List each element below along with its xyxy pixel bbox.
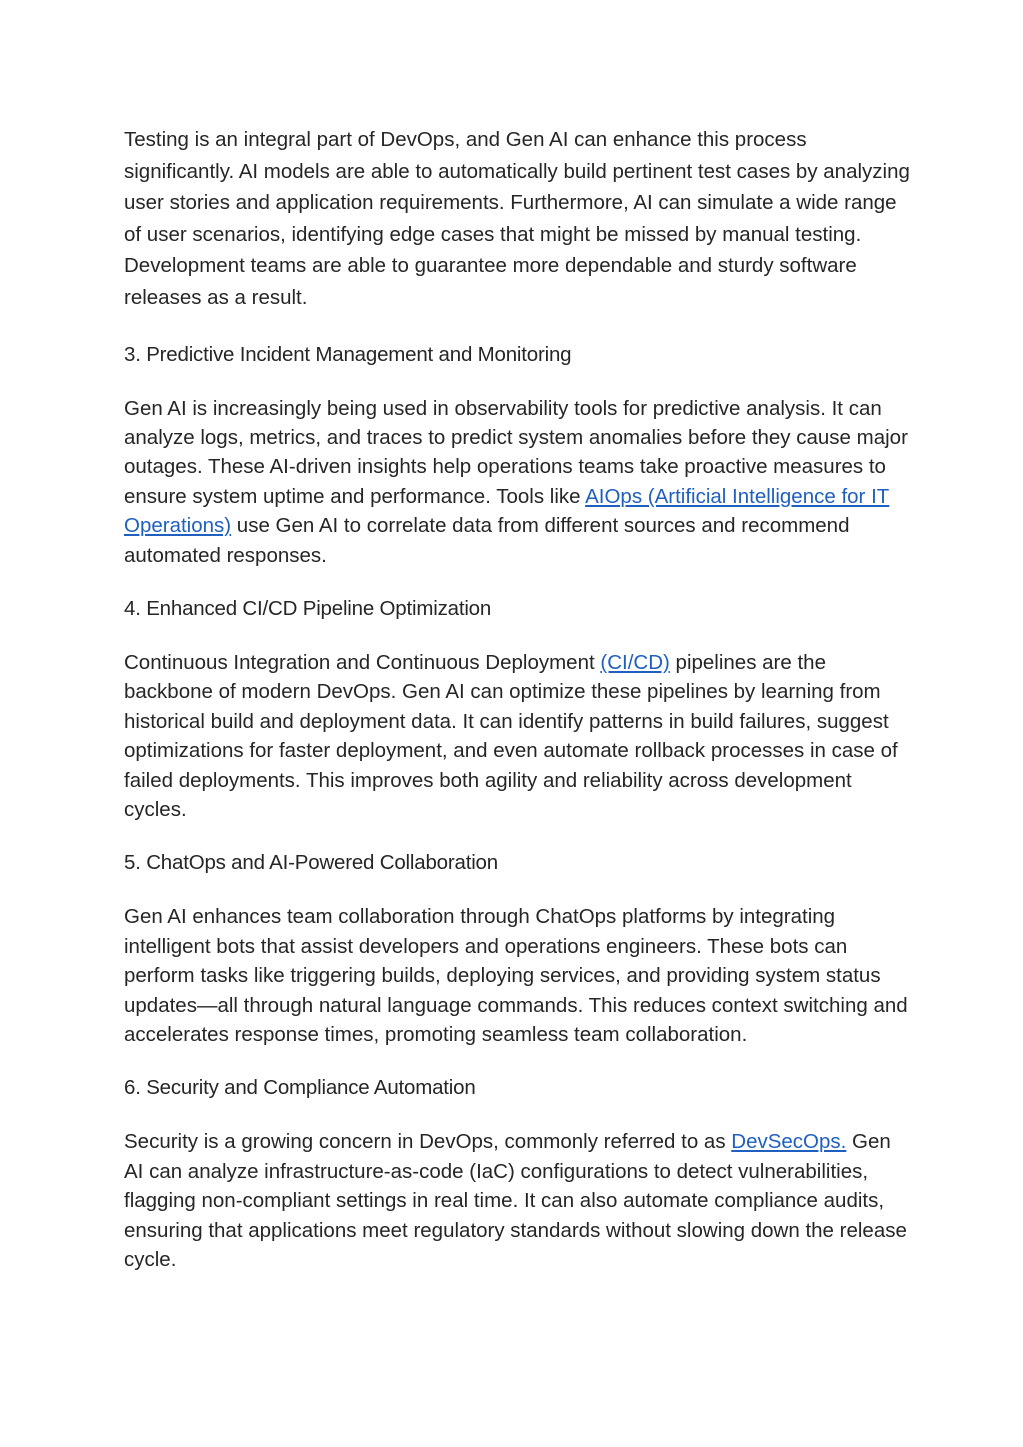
section-paragraph-chatops: Gen AI enhances team collaboration through ChatOps platforms by integrating intelligent bots that assist developers and operations engineers. These bots can perform tasks like triggering builds, deploying services, and providing system status updates—all through natural language commands. This reduces context switching and accelerates response times, promoting seamless team collaboration. — [124, 905, 908, 1047]
devsecops-link[interactable]: DevSecOps. — [731, 1130, 847, 1154]
paragraph-text: Security is a growing concern in DevOps, commonly referred to as — [124, 1130, 732, 1154]
intro-paragraph: Testing is an integral part of DevOps, and Gen AI can enhance this process significantly. AI models are able to automatically build pertinent test cases by analyzing user stories and application requirements. Furthermore, AI can simulate a wide range of user scenarios, identifying edge cases that might be missed by manual testing. Development teams are able to guarantee more dependable and sturdy software releases as a result. — [124, 128, 910, 309]
paragraph-text: pipelines are the backbone of modern DevOps. Gen AI can optimize these pipelines by learning from historical build and deployment data. It can identify patterns in build failures, suggest optimizations for faster deployment, and even automate rollback processes in case of failed deployments. This improves both agility and reliability across development cycles. — [124, 651, 898, 822]
paragraph-text: Gen AI can analyze infrastructure-as-code (IaC) configurations to detect vulnerabilities, flagging non-compliant settings in real time. It can also automate compliance audits, ensuring that applications meet regulatory standards without slowing down the release cycle. — [124, 1130, 907, 1272]
section-paragraph-cicd-optimization — [124, 648, 914, 824]
section-paragraph-security-compliance — [124, 1127, 914, 1274]
section-paragraph-predictive-incident — [124, 394, 914, 570]
paragraph-text: Gen AI is increasingly being used in observability tools for predictive analysis. It can analyze logs, metrics, and traces to predict system anomalies before they cause major outages. These AI-driven insights help operations teams take proactive measures to ensure system uptime and performance. Tools like — [124, 396, 908, 508]
cicd-link[interactable]: (CI/CD) — [600, 651, 670, 674]
section-heading-chatops: 5. ChatOps and AI-Powered Collaboration — [124, 851, 498, 875]
paragraph-text: use Gen AI to correlate data from different sources and recommend automated responses. — [124, 514, 850, 567]
section-heading-security-compliance: 6. Security and Compliance Automation — [124, 1076, 476, 1100]
section-heading-predictive-incident: 3. Predictive Incident Management and Monitoring — [124, 342, 572, 366]
aiops-link[interactable]: AIOps (Artificial Intelligence for IT Operations) — [124, 484, 890, 538]
paragraph-text: Continuous Integration and Continuous Deployment — [124, 651, 601, 674]
section-heading-cicd-optimization: 4. Enhanced CI/CD Pipeline Optimization — [124, 597, 492, 620]
document-page — [124, 124, 914, 1299]
